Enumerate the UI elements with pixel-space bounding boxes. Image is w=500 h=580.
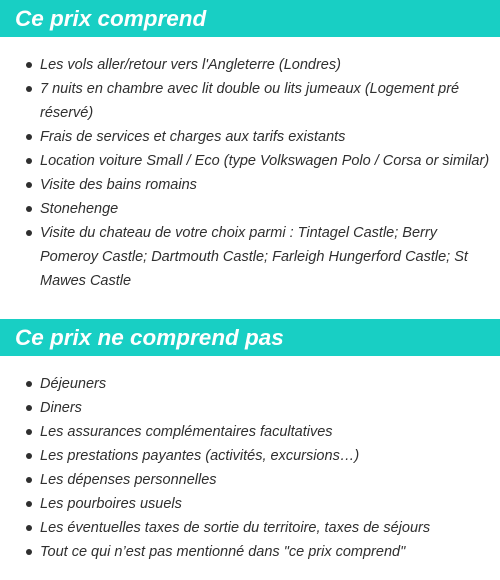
included-list <box>0 53 500 293</box>
bullet-icon <box>26 381 32 387</box>
list-item <box>0 77 500 125</box>
list-item-text: Les éventuelles taxes de sortie du territoire, taxes de séjours <box>40 520 431 536</box>
bullet-icon <box>26 230 32 236</box>
list-item <box>0 516 500 540</box>
list-item <box>0 125 500 149</box>
list-item-text: Les vols aller/retour vers l'Angleterre (Londres) <box>40 57 341 73</box>
bullet-icon <box>26 453 32 459</box>
list-item <box>0 444 500 468</box>
bullet-icon <box>26 525 32 531</box>
excluded-section-title: Ce prix ne comprend pas <box>0 319 500 356</box>
list-item <box>0 468 500 492</box>
list-item-text: Stonehenge <box>40 201 119 217</box>
list-item-text: Frais de services et charges aux tarifs existants <box>40 129 346 145</box>
list-item <box>0 173 500 197</box>
list-item-text: Diners <box>40 400 82 416</box>
bullet-icon <box>26 549 32 555</box>
list-item-text: Visite des bains romains <box>40 177 197 193</box>
list-item-text: Les pourboires usuels <box>40 496 182 512</box>
list-item-text: Les assurances complémentaires facultatives <box>40 424 333 440</box>
list-item <box>0 149 500 173</box>
list-item <box>0 396 500 420</box>
list-item <box>0 197 500 221</box>
included-section-title: Ce prix comprend <box>0 0 500 37</box>
bullet-icon <box>26 501 32 507</box>
list-item <box>0 372 500 396</box>
list-item-text: Visite du chateau de votre choix parmi : Tintagel Castle; Berry Pomeroy Castle; Dartmouth Castle; Farleigh Hungerford Castle; St Mawes Castle <box>40 225 468 289</box>
bullet-icon <box>26 405 32 411</box>
list-item-text: 7 nuits en chambre avec lit double ou lits jumeaux (Logement pré réservé) <box>40 81 460 121</box>
list-item-text: Déjeuners <box>40 376 107 392</box>
list-item-text: Les dépenses personnelles <box>40 472 217 488</box>
bullet-icon <box>26 158 32 164</box>
list-item <box>0 540 500 564</box>
list-item-text: Les prestations payantes (activités, excursions…) <box>40 448 360 464</box>
list-item <box>0 221 500 293</box>
bullet-icon <box>26 182 32 188</box>
bullet-icon <box>26 86 32 92</box>
list-item-text: Tout ce qui n’est pas mentionné dans "ce prix comprend" <box>40 544 406 560</box>
list-item-text: Location voiture Small / Eco (type Volkswagen Polo / Corsa or similar) <box>40 153 490 169</box>
list-item <box>0 492 500 516</box>
bullet-icon <box>26 429 32 435</box>
list-item <box>0 420 500 444</box>
bullet-icon <box>26 206 32 212</box>
bullet-icon <box>26 477 32 483</box>
bullet-icon <box>26 62 32 68</box>
list-item <box>0 53 500 77</box>
excluded-list <box>0 372 500 564</box>
bullet-icon <box>26 134 32 140</box>
